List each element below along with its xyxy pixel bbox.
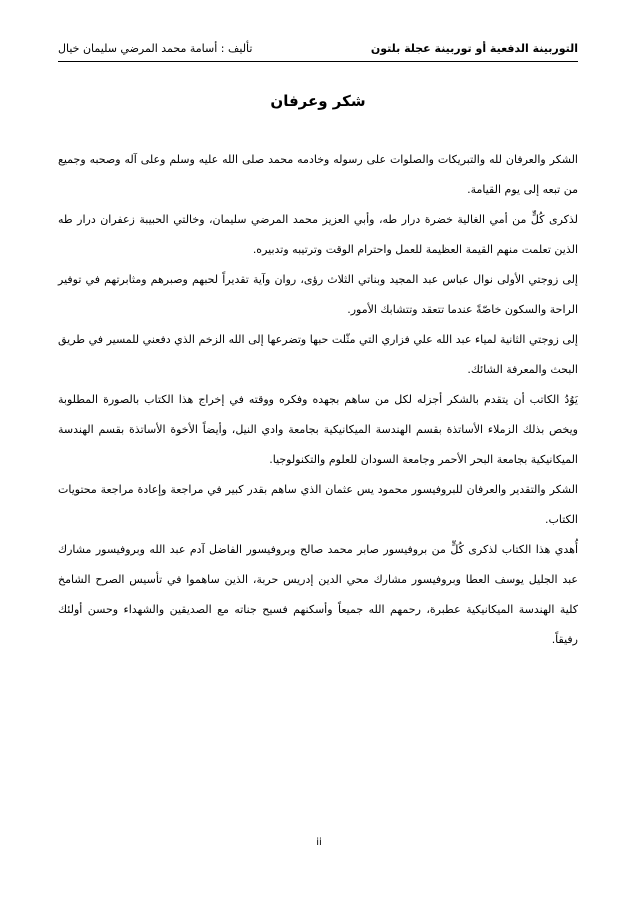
running-header [58,38,578,60]
section-title: شكر وعرفان [270,92,366,110]
paragraph-second-wife: إلى زوجتي الثانية لمياء عبد الله علي فزاري التي مثّلت حبها وتضرعها إلى الله الزخم الذي دفعني للمسير في طريق البحث والمعرفة الشائك. [58,333,578,376]
paragraph-first-wife: إلى زوجتي الأولى نوال عباس عبد المجيد وبناتي الثلاث رؤى، روان وآية تقديراً لحبهم وصبرهم ومثابرتهم في توفير الراحة والسكون خاصّةً عندما تتعقد وتتشابك الأمور. [58,273,578,316]
page-number: ii [316,837,322,848]
body-text [58,145,578,655]
paragraph-dedication: أُهدي هذا الكتاب لذكرى كُلٍّ من بروفيسور صابر محمد صالح وبروفيسور الفاضل آدم عبد الله وبروفيسور مشارك عبد الجليل يوسف العطا وبروفيسور مشارك محي الدين إدريس حربة، الذين ساهموا في تأسيس الصرح الشامخ كلية الهندسة الميكانيكية عطبرة، رحمهم الله جميعاً وأسكنهم فسيح جناته مع الصديقين والشهداء وحسن أولئك رفيقاً. [58,543,578,646]
paragraph-parents: لذكرى كُلٍّ من أمي الغالية خضرة درار طه، وأبي العزيز محمد المرضي سليمان، وخالتي الحبيبة زعفران درار طه الذين تعلمت منهم القيمة العظيمة للعمل واحترام الوقت وترتيبه وتدبيره. [58,213,578,256]
paragraph-reviewer: الشكر والتقدير والعرفان للبروفيسور محمود يس عثمان الذي ساهم بقدر كبير في مراجعة وإعادة مراجعة محتويات الكتاب. [58,483,578,526]
header-divider [58,61,578,62]
paragraph-thanks-god: الشكر والعرفان لله والتبريكات والصلوات على رسوله وخادمه محمد صلى الله عليه وسلم وعلى آله وصحبه وجميع من تبعه إلى يوم القيامة. [58,153,578,196]
header-author: تأليف : أسامة محمد المرضي سليمان خيال [58,42,253,55]
header-book-title: التوربينة الدفعية أو توربينة عجلة بلتون [370,42,578,55]
paragraph-colleagues: يَوُدُ الكاتب أن يتقدم بالشكر أجزله لكل من ساهم بجهده وفكره ووقته في إخراج هذا الكتاب بالصورة المطلوبة ويخص بذلك الزملاء الأساتذة بقسم الهندسة الميكانيكية بجامعة وادي النيل، وأيضاً الأخوة الأساتذة بقسم الهندسة الميكانيكية بجامعة البحر الأحمر وجامعة السودان للعلوم والتكنولوجيا. [58,393,578,466]
